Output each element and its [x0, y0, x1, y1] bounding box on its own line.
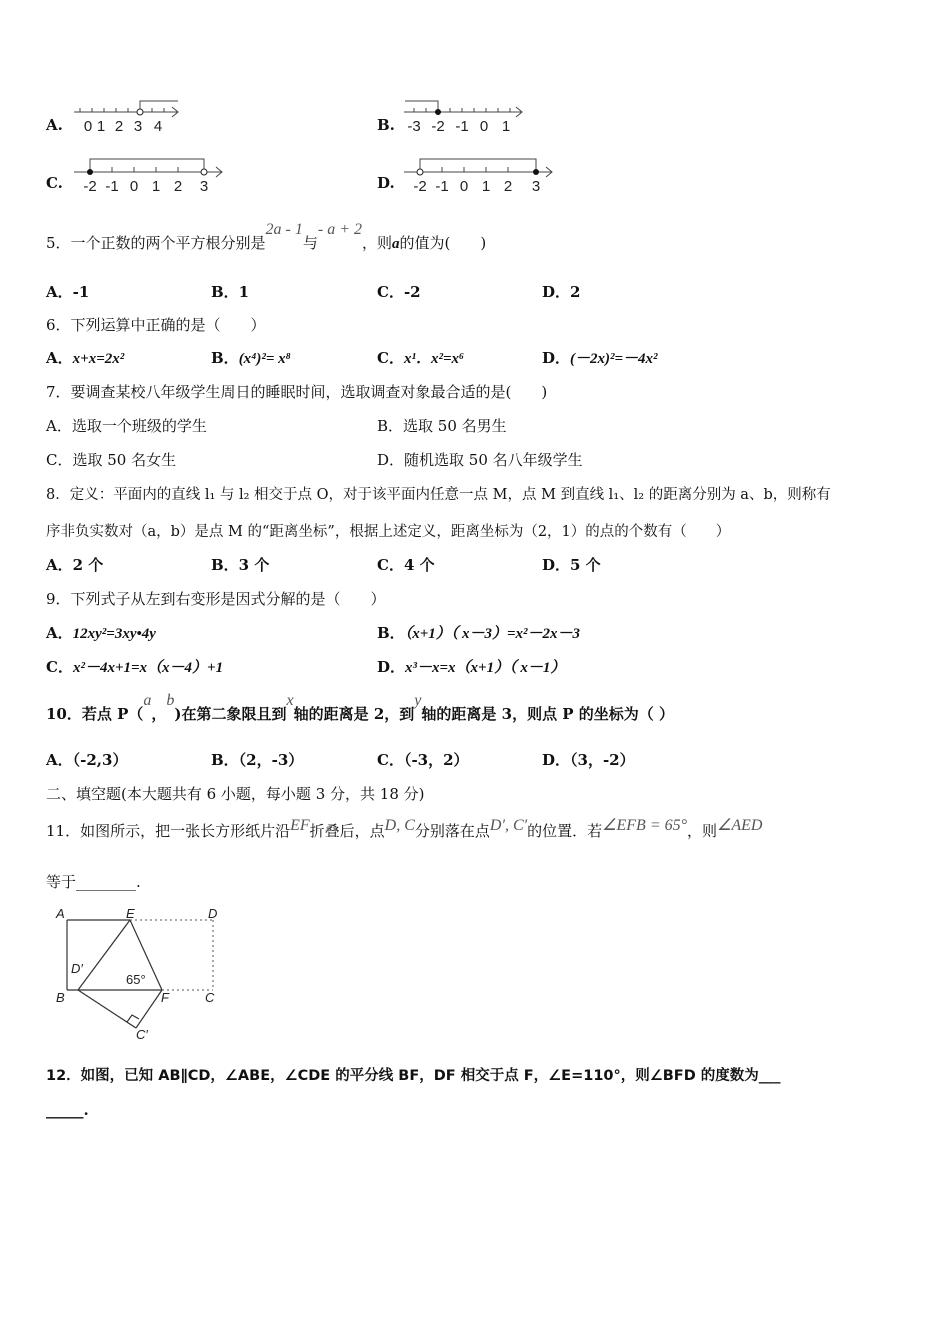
tick-label: 0: [129, 178, 139, 195]
option-b[interactable]: B．（2，-3）: [211, 751, 304, 769]
tick-label: -1: [105, 178, 119, 195]
tick-label: -2: [413, 178, 427, 195]
tick-label: 3: [133, 118, 143, 135]
question-6-stem: 6．下列运算中正确的是（ ）: [46, 316, 266, 334]
tick-label: 3: [531, 178, 541, 195]
question-12-line1: 12．如图，已知 AB∥CD，∠ABE，∠CDE 的平分线 BF，DF 相交于点 F，∠E=110°，则∠BFD 的度数为___: [46, 1068, 781, 1084]
number-line-b: [400, 98, 530, 138]
tick-label: 0: [479, 118, 489, 135]
tick-label: 2: [503, 178, 513, 195]
option-c[interactable]: C．x¹．x²=x⁶: [377, 349, 465, 367]
option-label: D.: [377, 174, 395, 192]
number-line-a: [70, 98, 190, 138]
point-label: F: [161, 990, 169, 1005]
tick-label: -3: [407, 118, 421, 135]
point-label: D: [208, 906, 218, 921]
option-label: C.: [46, 174, 63, 192]
tick-label: 2: [173, 178, 183, 195]
option-a[interactable]: A．（-2,3）: [46, 751, 128, 769]
option-a[interactable]: A．x+x=2x²: [46, 349, 125, 367]
point-label: D′: [71, 961, 83, 976]
fold-figure: [50, 900, 230, 1042]
tick-label: 4: [153, 118, 163, 135]
option-b[interactable]: B．3 个: [211, 556, 270, 574]
question-10-stem: 10．若点 P（a，b)在第二象限且到x轴的距离是 2，到y轴的距离是 3，则点 P 的坐标为（ ）: [46, 692, 675, 723]
question-12-line2: _____.: [46, 1101, 89, 1119]
point-label: A: [56, 906, 65, 921]
point-label: C: [205, 990, 215, 1005]
option-d[interactable]: D．(－2x)²=－4x²: [542, 349, 658, 367]
tick-label: 1: [481, 178, 491, 195]
option-a[interactable]: A．选取一个班级的学生: [46, 417, 207, 435]
tick-label: -2: [83, 178, 97, 195]
option-b[interactable]: B．(x⁴)²= x⁸: [211, 349, 291, 367]
option-b[interactable]: B．1: [211, 283, 250, 301]
tick-label: 1: [501, 118, 511, 135]
tick-label: -1: [435, 178, 449, 195]
tick-label: -2: [431, 118, 445, 135]
option-label: A.: [46, 116, 63, 134]
tick-label: 1: [151, 178, 161, 195]
number-line-c: [70, 155, 230, 197]
point-label: B: [56, 990, 65, 1005]
option-d[interactable]: D．2: [542, 283, 581, 301]
tick-label: 3: [199, 178, 209, 195]
tick-label: 0: [459, 178, 469, 195]
tick-label: 2: [114, 118, 124, 135]
question-11-blank: 等于________.: [46, 873, 141, 891]
point-label: C′: [136, 1027, 148, 1042]
option-a[interactable]: A．12xy²=3xy•4y: [46, 624, 156, 642]
question-7-stem: 7．要调查某校八年级学生周日的睡眠时间，选取调查对象最合适的是( ): [46, 383, 548, 401]
point-label: E: [126, 906, 135, 921]
number-line-d: [400, 155, 560, 197]
question-9-stem: 9．下列式子从左到右变形是因式分解的是（ ）: [46, 590, 386, 608]
option-c[interactable]: C．x²－4x+1=x（x－4）+1: [46, 658, 224, 676]
option-b[interactable]: B．选取 50 名男生: [377, 417, 507, 435]
question-8-line1: 8．定义：平面内的直线 l₁ 与 l₂ 相交于点 O，对于该平面内任意一点 M，点 M 到直线 l₁、l₂ 的距离分别为 a、b，则称有: [46, 487, 831, 503]
question-11-stem: 11．如图所示，把一张长方形纸片沿EF折叠后，点D, C分别落在点D′, C′的位置．若∠EFB = 65°，则∠AED: [46, 817, 763, 840]
option-c[interactable]: C．4 个: [377, 556, 435, 574]
section-heading: 二、填空题(本大题共有 6 小题，每小题 3 分，共 18 分): [46, 785, 425, 803]
option-a[interactable]: A．2 个: [46, 556, 104, 574]
tick-label: -1: [455, 118, 469, 135]
question-8-line2: 序非负实数对（a，b）是点 M 的“距离坐标”，根据上述定义，距离坐标为（2，1）的点的个数有（ ）: [46, 524, 731, 540]
tick-label: 1: [96, 118, 106, 135]
option-c[interactable]: C．选取 50 名女生: [46, 451, 177, 469]
option-d[interactable]: D．5 个: [542, 556, 601, 574]
angle-label: 65°: [126, 972, 146, 987]
option-a[interactable]: A．-1: [46, 283, 90, 301]
option-d[interactable]: D．（3，-2）: [542, 751, 635, 769]
option-b[interactable]: B．（x+1）（ x－3）=x²－2x－3: [377, 624, 581, 642]
option-d[interactable]: D．随机选取 50 名八年级学生: [377, 451, 583, 469]
option-d[interactable]: D．x³－x=x（x+1）（ x－1）: [377, 658, 566, 676]
option-label: B.: [377, 116, 395, 134]
option-c[interactable]: C．-2: [377, 283, 421, 301]
tick-label: 0: [83, 118, 93, 135]
option-c[interactable]: C．（-3，2）: [377, 751, 469, 769]
question-5-stem: 5．一个正数的两个平方根分别是2a - 1与- a + 2，则a的值为( ): [46, 221, 487, 252]
